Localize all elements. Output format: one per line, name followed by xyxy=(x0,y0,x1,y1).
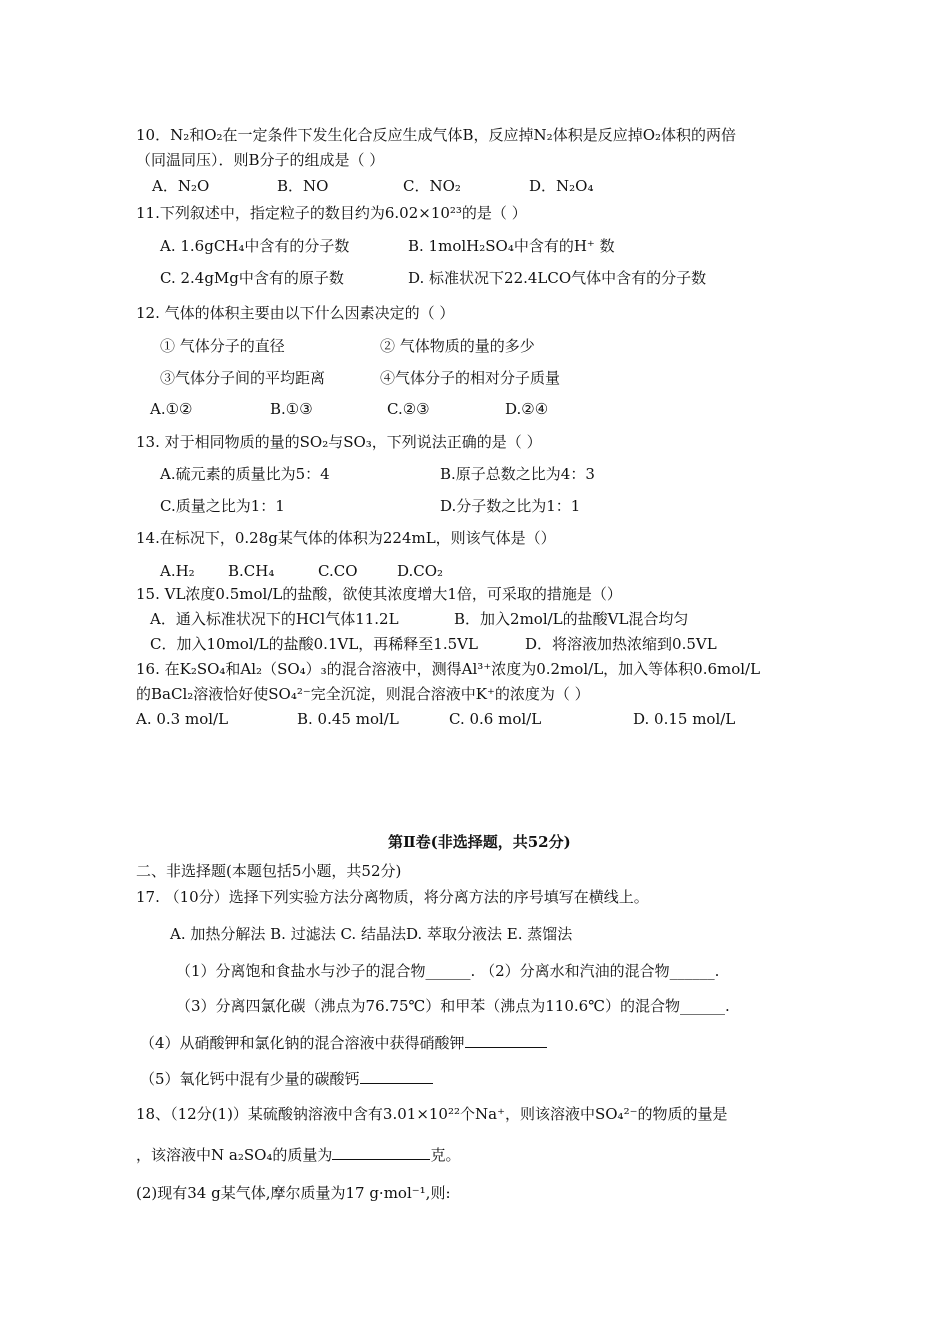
q11-option-a: A. 1.6gCH₄中含有的分子数 xyxy=(160,237,350,255)
q12-factor-4: ④气体分子的相对分子质量 xyxy=(380,369,561,387)
q18-mass-answer-blank[interactable] xyxy=(332,1145,430,1160)
q11-stem: 11.下列叙述中，指定粒子的数目约为6.02×10²³的是（ ） xyxy=(136,204,527,222)
q12-option-b: B.①③ xyxy=(270,400,313,418)
q13-option-a: A.硫元素的质量比为5：4 xyxy=(160,465,330,483)
q17-item-4 xyxy=(140,1033,547,1053)
q12-stem: 12. 气体的体积主要由以下什么因素决定的（ ） xyxy=(136,304,455,322)
q18-line2-text: ，该溶液中N a₂SO₄的质量为 xyxy=(136,1146,333,1164)
q18-line2-unit: 克。 xyxy=(430,1146,461,1164)
q17-methods: A. 加热分解法 B. 过滤法 C. 结晶法D. 萃取分液法 E. 蒸馏法 xyxy=(170,925,573,943)
q11-option-b: B. 1molH₂SO₄中含有的H⁺ 数 xyxy=(408,237,615,255)
q17-item-4-text: （4）从硝酸钾和氯化钠的混合溶液中获得硝酸钾 xyxy=(140,1034,465,1052)
q10-option-c: C．NO₂ xyxy=(403,177,461,195)
q13-option-b: B.原子总数之比为4：3 xyxy=(440,465,595,483)
section-2-title: 第Ⅱ卷(非选择题，共52分) xyxy=(388,833,571,851)
q14-option-a: A.H₂ xyxy=(160,562,195,580)
q12-option-c: C.②③ xyxy=(387,400,430,418)
q13-stem: 13. 对于相同物质的量的SO₂与SO₃，下列说法正确的是（ ） xyxy=(136,433,542,451)
q10-option-b: B．NO xyxy=(277,177,329,195)
q11-option-d: D. 标准状况下22.4LCO气体中含有的分子数 xyxy=(408,269,707,287)
q16-option-d: D. 0.15 mol/L xyxy=(633,710,736,728)
q17-item-4-answer-blank[interactable] xyxy=(465,1033,547,1048)
q11-option-c: C. 2.4gMg中含有的原子数 xyxy=(160,269,344,287)
q17-item-5-answer-blank[interactable] xyxy=(360,1069,433,1084)
q12-factor-1: ① 气体分子的直径 xyxy=(160,337,285,355)
q12-factor-2: ② 气体物质的量的多少 xyxy=(380,337,535,355)
q12-factor-3: ③气体分子间的平均距离 xyxy=(160,369,326,387)
q13-option-c: C.质量之比为1：1 xyxy=(160,497,285,515)
q14-option-c: C.CO xyxy=(318,562,358,580)
q16-line1: 16. 在K₂SO₄和Al₂（SO₄）₃的混合溶液中，测得Al³⁺浓度为0.2mol/L，加入等体积0.6mol/L xyxy=(136,660,761,678)
q18-line1: 18、（12分(1)）某硫酸钠溶液中含有3.01×10²²个Na⁺，则该溶液中SO₄²⁻的物质的量是 xyxy=(136,1105,728,1123)
q10-option-d: D．N₂O₄ xyxy=(529,177,594,195)
q18-line2 xyxy=(136,1145,460,1165)
q10-option-a: A．N₂O xyxy=(152,177,210,195)
q16-option-c: C. 0.6 mol/L xyxy=(449,710,542,728)
q15-stem: 15. VL浓度0.5mol/L的盐酸，欲使其浓度增大1倍，可采取的措施是（） xyxy=(136,585,622,603)
q14-option-d: D.CO₂ xyxy=(397,562,444,580)
q14-stem: 14.在标况下，0.28g某气体的体积为224mL，则该气体是（） xyxy=(136,529,556,547)
q17-item-1-2: （1）分离饱和食盐水与沙子的混合物______. （2）分离水和汽油的混合物______. xyxy=(176,962,720,980)
q16-line2: 的BaCl₂溶液恰好使SO₄²⁻完全沉淀，则混合溶液中K⁺的浓度为（ ） xyxy=(136,685,590,703)
section-2-subtitle: 二、非选择题(本题包括5小题，共52分) xyxy=(136,862,402,880)
q16-option-b: B. 0.45 mol/L xyxy=(297,710,399,728)
q14-option-b: B.CH₄ xyxy=(228,562,275,580)
q17-item-3: （3）分离四氯化碳（沸点为76.75℃）和甲苯（沸点为110.6℃）的混合物______. xyxy=(176,997,730,1015)
q13-option-d: D.分子数之比为1：1 xyxy=(440,497,581,515)
q15-option-c: C．加入10mol/L的盐酸0.1VL，再稀释至1.5VL xyxy=(150,635,478,653)
q17-item-5-text: （5）氧化钙中混有少量的碳酸钙 xyxy=(140,1070,360,1088)
q17-item-5 xyxy=(140,1069,433,1089)
q15-option-b: B．加入2mol/L的盐酸VL混合均匀 xyxy=(454,610,689,628)
q12-option-d: D.②④ xyxy=(505,400,549,418)
q17-stem: 17. （10分）选择下列实验方法分离物质，将分离方法的序号填写在横线上。 xyxy=(136,888,649,906)
q18-part-2: (2)现有34 g某气体,摩尔质量为17 g·mol⁻¹,则: xyxy=(136,1184,451,1202)
q10-line2: （同温同压）．则B分子的组成是（ ） xyxy=(136,151,385,169)
q15-option-d: D．将溶液加热浓缩到0.5VL xyxy=(525,635,717,653)
q12-option-a: A.①② xyxy=(150,400,193,418)
q16-option-a: A. 0.3 mol/L xyxy=(136,710,229,728)
q10-line1: 10．N₂和O₂在一定条件下发生化合反应生成气体B，反应掉N₂体积是反应掉O₂体积的两倍 xyxy=(136,126,737,144)
q15-option-a: A．通入标准状况下的HCl气体11.2L xyxy=(150,610,399,628)
